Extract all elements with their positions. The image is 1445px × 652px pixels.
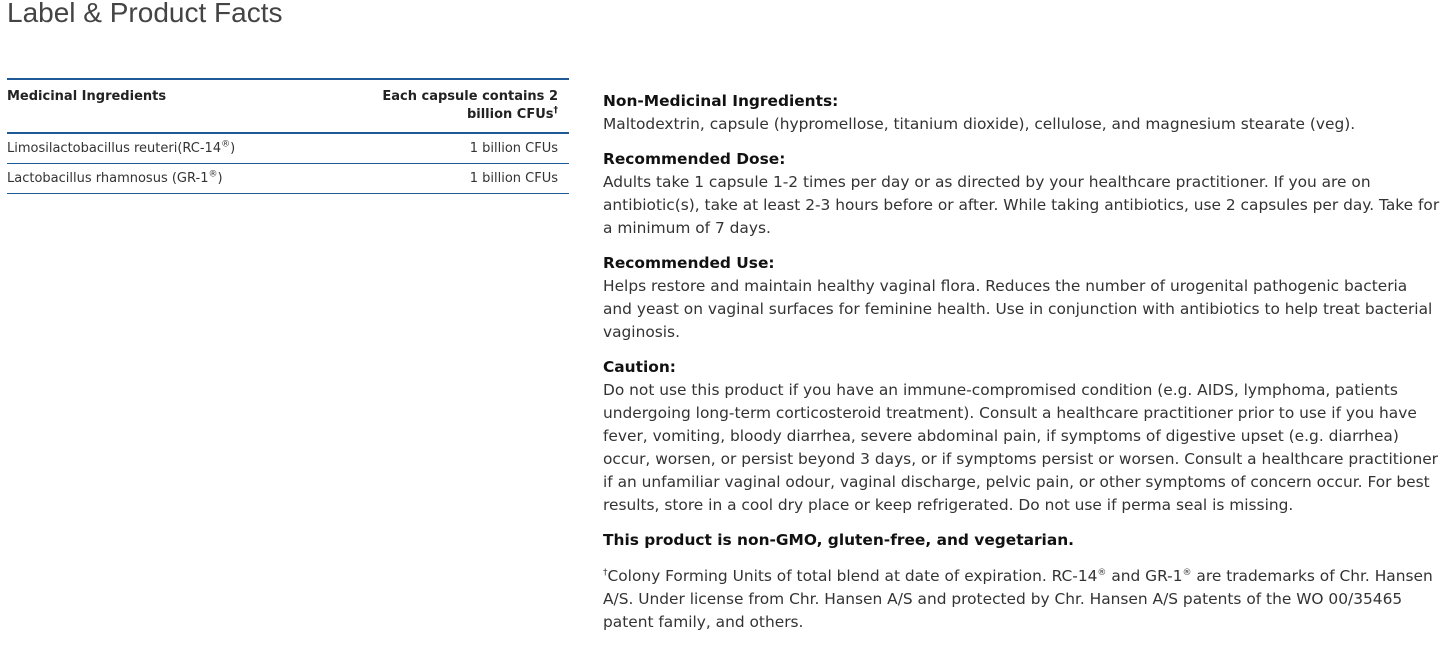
header-amount <box>368 79 569 133</box>
section-body: Maltodextrin, capsule (hypromellose, titanium dioxide), cellulose, and magnesium stearate (veg). <box>603 115 1356 133</box>
section-heading: Non-Medicinal Ingredients: <box>603 92 839 110</box>
registered-mark: ® <box>221 139 231 150</box>
ingredient-name-text: Lactobacillus rhamnosus (GR-1 <box>7 171 209 186</box>
page-title: Label & Product Facts <box>7 0 283 28</box>
product-facts <box>603 90 1441 634</box>
ingredient-name-suffix: ) <box>230 141 236 156</box>
section-heading: Recommended Dose: <box>603 150 786 168</box>
table-row <box>7 133 569 164</box>
header-amount-line2: billion CFUs <box>466 107 554 122</box>
caution-section <box>603 356 1441 517</box>
footnote-part: and GR-1 <box>1106 567 1183 585</box>
section-heading: Recommended Use: <box>603 254 775 272</box>
footnote-part: Colony Forming Units of total blend at date of expiration. RC-14 <box>607 567 1098 585</box>
section-heading: Caution: <box>603 358 676 376</box>
product-claim: This product is non-GMO, gluten-free, and vegetarian. <box>603 531 1075 549</box>
section-body: Do not use this product if you have an immune-compromised condition (e.g. AIDS, lymphoma, patients undergoing long-term corticosteroid treatment). Consult a healthcare practitioner prior to use if you have fever, vomiting, bloody diarrhea, severe abdominal pain, if symptoms of digestive upset (e.g. diarrhea) occur, worsen, or persist beyond 3 days, or if symptoms persist or worsen. Consult a healthcare practitioner if an unfamiliar vaginal odour, vaginal discharge, pelvic pain, or other symptoms of concern occur. For best results, store in a cool dry place or keep refrigerated. Do not use if perma seal is missing. <box>603 381 1439 514</box>
registered-mark: ® <box>1097 567 1107 578</box>
footnote-text <box>603 565 1441 634</box>
ingredient-name <box>7 133 368 164</box>
recommended-dose-section <box>603 148 1441 240</box>
section-body: Helps restore and maintain healthy vaginal flora. Reduces the number of urogenital pathogenic bacteria and yeast on vaginal surfaces for feminine health. Use in conjunction with antibiotics to help treat bacterial vaginosis. <box>603 277 1433 341</box>
registered-mark: ® <box>1182 567 1192 578</box>
header-medicinal-ingredients: Medicinal Ingredients <box>7 79 368 133</box>
ingredient-amount: 1 billion CFUs <box>368 133 569 164</box>
table-row <box>7 164 569 194</box>
section-body: Adults take 1 capsule 1-2 times per day or as directed by your healthcare practitioner. If you are on antibiotic(s), take at least 2-3 hours before or after. While taking antibiotics, use 2 capsules per day. Take for a minimum of 7 days. <box>603 173 1440 237</box>
footnote-part: are trademarks of Chr. Hansen A/S. Under license from Chr. Hansen A/S and protected by Chr. Hansen A/S patents of the WO 00/35465 patent family, and others. <box>603 567 1433 631</box>
ingredient-name-suffix: ) <box>217 171 223 186</box>
table-header-row <box>7 79 569 133</box>
dagger-mark: † <box>603 567 608 578</box>
dagger-mark: † <box>553 105 558 116</box>
ingredient-name-text: Limosilactobacillus reuteri(RC-14 <box>7 141 222 156</box>
registered-mark: ® <box>208 169 218 180</box>
header-amount-line1: Each capsule contains 2 <box>382 89 558 104</box>
recommended-use-section <box>603 252 1441 344</box>
ingredient-name <box>7 164 368 194</box>
footnote <box>603 565 1441 634</box>
non-medicinal-ingredients-section <box>603 90 1441 136</box>
medicinal-ingredients-table <box>7 78 569 194</box>
ingredient-amount: 1 billion CFUs <box>368 164 569 194</box>
